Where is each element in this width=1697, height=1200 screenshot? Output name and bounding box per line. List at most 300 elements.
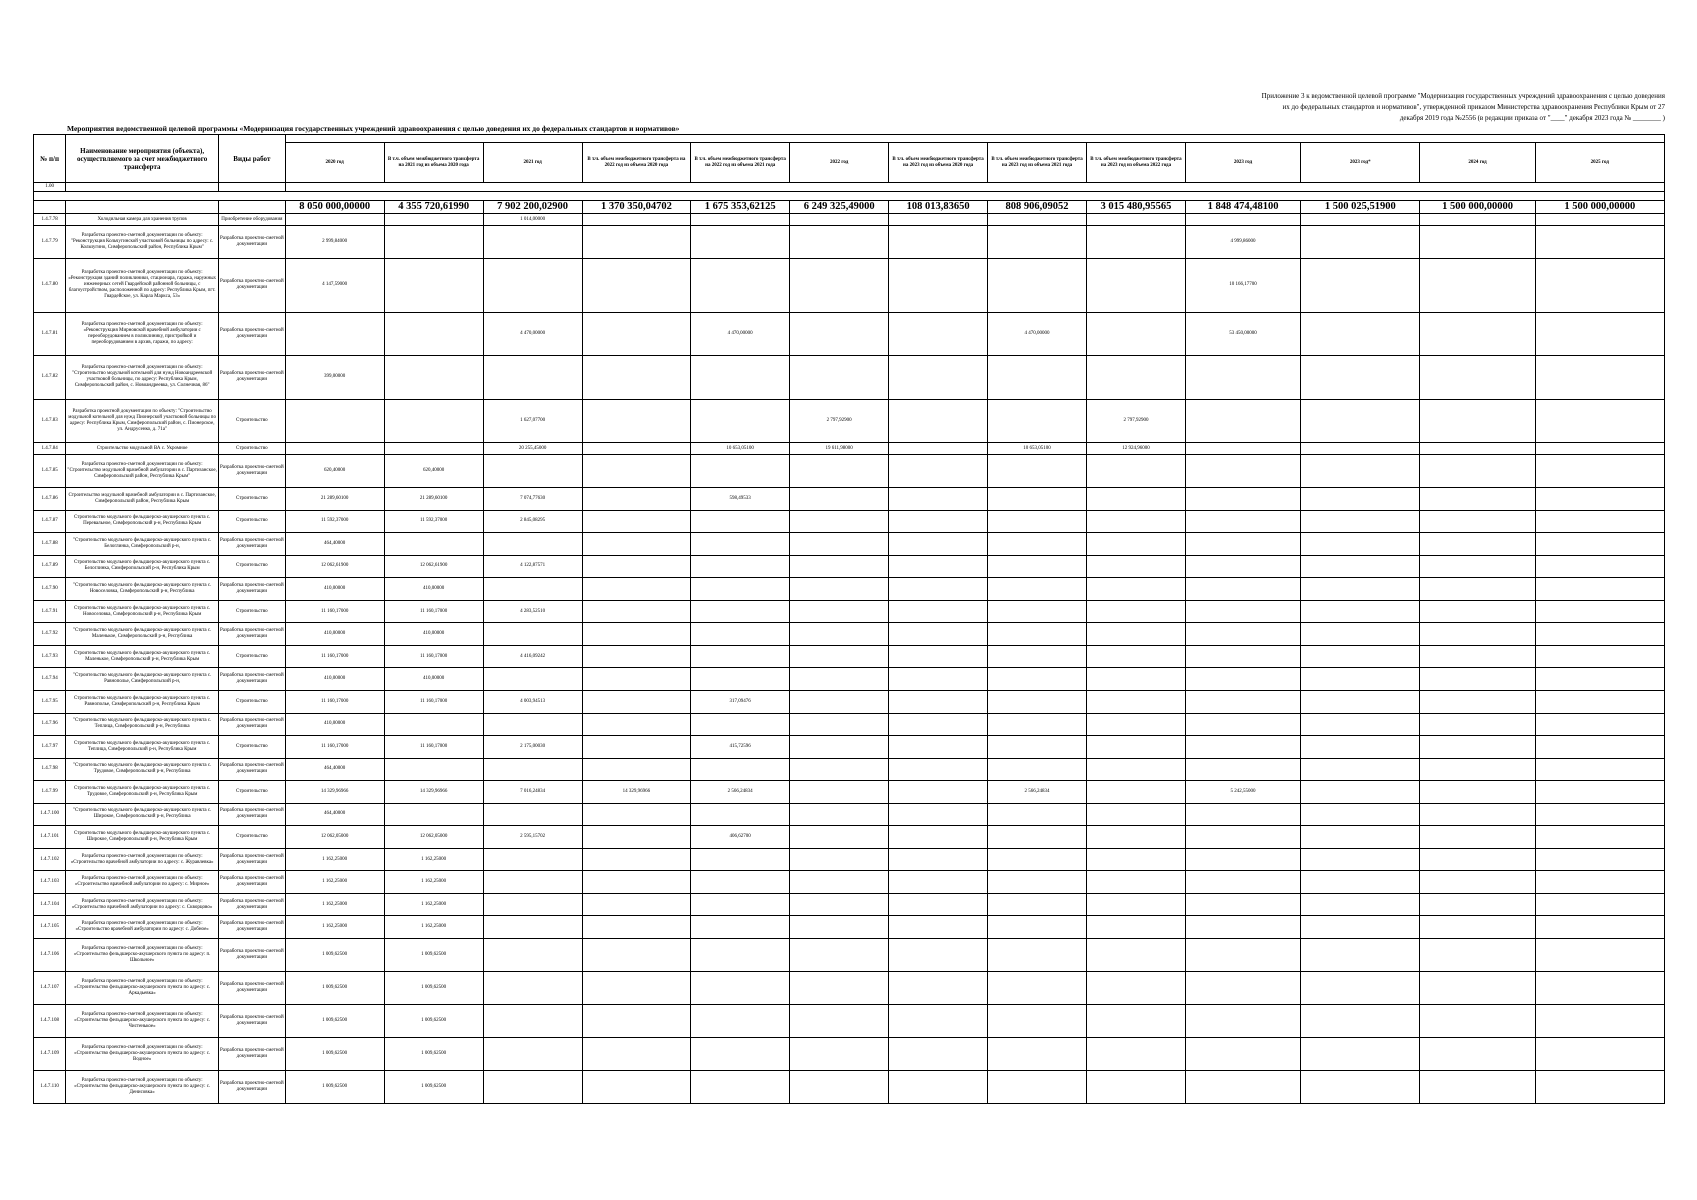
total-value-9: 1 848 474,48100 bbox=[1185, 201, 1300, 214]
row-value bbox=[691, 893, 790, 916]
row-value bbox=[1087, 226, 1186, 259]
row-value: 21 289,60100 bbox=[285, 488, 384, 511]
row-works: Строительство bbox=[219, 826, 286, 849]
row-name: Строительство модульной ВА с. Укромное bbox=[66, 442, 219, 454]
row-value: 399,00000 bbox=[285, 356, 384, 399]
row-value bbox=[889, 600, 988, 623]
row-value bbox=[691, 713, 790, 736]
row-value bbox=[988, 1037, 1087, 1070]
row-value bbox=[1420, 455, 1535, 488]
row-value bbox=[1301, 690, 1420, 713]
total-value-7: 808 906,09052 bbox=[988, 201, 1087, 214]
row-value bbox=[1087, 916, 1186, 939]
row-value bbox=[790, 803, 889, 826]
row-works: Разработка проектно-сметной документации bbox=[219, 623, 286, 646]
row-value bbox=[988, 713, 1087, 736]
row-value bbox=[988, 555, 1087, 578]
row-value bbox=[1535, 938, 1664, 971]
row-name: Разработка проектно-сметной документации по объекту: «Реконструкция Мирновской врачебной амбулатории с переоборудованием в поликлинику, пристройкой и переоборудованием в архив, гаражи, по адресу: bbox=[66, 312, 219, 355]
row-value: 410,00000 bbox=[285, 713, 384, 736]
table-row bbox=[34, 442, 1665, 454]
row-value bbox=[790, 623, 889, 646]
row-value: 2 845,08295 bbox=[483, 510, 582, 533]
row-value bbox=[889, 356, 988, 399]
row-name: Строительство модульного фельдшерско-акушерского пункта с. Перевальное, Симферопольский р-н, Республика Крым bbox=[66, 510, 219, 533]
row-value: 10 166,17700 bbox=[1185, 259, 1300, 313]
row-value bbox=[1185, 578, 1300, 601]
table-row bbox=[34, 1070, 1665, 1103]
row-value: 410,00000 bbox=[285, 623, 384, 646]
table-row bbox=[34, 893, 1665, 916]
row-value bbox=[483, 668, 582, 691]
row-value bbox=[582, 442, 691, 454]
row-value bbox=[1301, 533, 1420, 556]
row-value bbox=[1535, 781, 1664, 804]
row-works: Разработка проектно-сметной документации bbox=[219, 803, 286, 826]
row-number: 1.4.7.109 bbox=[34, 1037, 66, 1070]
row-value bbox=[889, 578, 988, 601]
row-number: 1.4.7.91 bbox=[34, 600, 66, 623]
row-value bbox=[988, 399, 1087, 442]
row-value: 410,00000 bbox=[384, 623, 483, 646]
row-value bbox=[691, 1070, 790, 1103]
table-row bbox=[34, 826, 1665, 849]
row-value bbox=[988, 803, 1087, 826]
row-value: 12 924,96000 bbox=[1087, 442, 1186, 454]
row-works: Разработка проектно-сметной документации bbox=[219, 758, 286, 781]
row-value bbox=[1301, 600, 1420, 623]
table-row bbox=[34, 259, 1665, 313]
row-value bbox=[1420, 1070, 1535, 1103]
row-value bbox=[889, 781, 988, 804]
row-number: 1.4.7.107 bbox=[34, 971, 66, 1004]
row-value bbox=[384, 758, 483, 781]
row-value bbox=[1087, 971, 1186, 1004]
row-value: 4 999,86000 bbox=[1185, 226, 1300, 259]
row-value bbox=[1420, 971, 1535, 1004]
row-value bbox=[691, 623, 790, 646]
row-value bbox=[691, 226, 790, 259]
row-works: Разработка проектно-сметной документации bbox=[219, 713, 286, 736]
row-works: Разработка проектно-сметной документации bbox=[219, 356, 286, 399]
row-value: 2 999,84000 bbox=[285, 226, 384, 259]
row-value bbox=[1185, 455, 1300, 488]
row-value bbox=[691, 1004, 790, 1037]
row-value bbox=[483, 356, 582, 399]
row-value bbox=[1185, 645, 1300, 668]
blank-row bbox=[34, 192, 1665, 201]
row-value bbox=[483, 578, 582, 601]
row-value bbox=[889, 226, 988, 259]
row-works: Разработка проектно-сметной документации bbox=[219, 533, 286, 556]
row-name: Разработка проектно-сметной документации по объекту: "Реконструкция Кольчугинской участковой больницы по адресу: с. Кольчугино, Симферопольский район, Республика Крым" bbox=[66, 226, 219, 259]
row-value: 2 797,92900 bbox=[1087, 399, 1186, 442]
row-number: 1.4.7.98 bbox=[34, 758, 66, 781]
row-value: 1 162,25000 bbox=[384, 848, 483, 871]
row-value: 1 009,62500 bbox=[384, 1037, 483, 1070]
row-value bbox=[988, 1004, 1087, 1037]
row-value bbox=[1301, 713, 1420, 736]
totals-row bbox=[34, 201, 1665, 214]
row-value bbox=[790, 455, 889, 488]
row-value bbox=[1420, 226, 1535, 259]
row-value bbox=[483, 758, 582, 781]
row-value bbox=[1301, 916, 1420, 939]
row-value bbox=[582, 312, 691, 355]
table-row bbox=[34, 668, 1665, 691]
row-value bbox=[582, 356, 691, 399]
row-works: Строительство bbox=[219, 399, 286, 442]
table-row bbox=[34, 356, 1665, 399]
row-number: 1.4.7.108 bbox=[34, 1004, 66, 1037]
appendix-line-2: их до федеральных стандартов и нормативов", утвержденной приказом Министерства здравоохранения Республики Крым от 27 bbox=[1282, 103, 1665, 111]
table-row bbox=[34, 399, 1665, 442]
row-number: 1.4.7.103 bbox=[34, 871, 66, 894]
row-value bbox=[285, 214, 384, 226]
row-value bbox=[889, 826, 988, 849]
row-works: Строительство bbox=[219, 555, 286, 578]
row-name: Строительство модульного фельдшерско-акушерского пункта с. Маленькое, Симферопольский р-н, Республика Крым bbox=[66, 645, 219, 668]
row-value bbox=[691, 214, 790, 226]
row-value bbox=[988, 645, 1087, 668]
row-value bbox=[988, 214, 1087, 226]
header-col-2: 2021 год bbox=[483, 143, 582, 183]
row-value bbox=[790, 356, 889, 399]
row-works: Строительство bbox=[219, 645, 286, 668]
table-row bbox=[34, 1037, 1665, 1070]
row-value bbox=[1301, 1070, 1420, 1103]
appendix-line-1: Приложение 3 к ведомственной целевой программе "Модернизация государственных учреждений здравоохранения с целью доведения bbox=[1261, 92, 1665, 100]
row-value bbox=[1535, 510, 1664, 533]
row-value: 12 062,05000 bbox=[285, 826, 384, 849]
row-value bbox=[691, 1037, 790, 1070]
row-value bbox=[582, 690, 691, 713]
row-number: 1.4.7.100 bbox=[34, 803, 66, 826]
row-value: 1 009,62500 bbox=[384, 1070, 483, 1103]
row-number: 1.4.7.89 bbox=[34, 555, 66, 578]
row-value bbox=[483, 848, 582, 871]
row-value: 4 470,00000 bbox=[691, 312, 790, 355]
row-value bbox=[1185, 399, 1300, 442]
row-value bbox=[790, 533, 889, 556]
row-name: Холодильная камера для хранения трупов bbox=[66, 214, 219, 226]
row-value bbox=[285, 399, 384, 442]
row-value bbox=[483, 938, 582, 971]
row-value bbox=[889, 312, 988, 355]
row-value: 415,72596 bbox=[691, 736, 790, 759]
row-value bbox=[1420, 312, 1535, 355]
row-value bbox=[1185, 533, 1300, 556]
row-value bbox=[1420, 645, 1535, 668]
total-value-5: 6 249 325,49000 bbox=[790, 201, 889, 214]
row-name: Разработка проектно-сметной документации по объекту: «Строительство врачебной амбулатории по адресу: с. Мирное» bbox=[66, 871, 219, 894]
header-col-3: В т.ч. объем межбюджетного трансферта на 2022 год из объема 2020 года bbox=[582, 143, 691, 183]
row-number: 1.4.7.79 bbox=[34, 226, 66, 259]
row-value bbox=[988, 510, 1087, 533]
table-row bbox=[34, 555, 1665, 578]
row-value: 11 160,17000 bbox=[384, 645, 483, 668]
row-value: 410,00000 bbox=[285, 578, 384, 601]
row-works: Разработка проектно-сметной документации bbox=[219, 312, 286, 355]
row-value bbox=[691, 259, 790, 313]
row-value: 620,40000 bbox=[285, 455, 384, 488]
table-row bbox=[34, 214, 1665, 226]
row-value: 2 797,92900 bbox=[790, 399, 889, 442]
row-value bbox=[582, 533, 691, 556]
row-value bbox=[691, 555, 790, 578]
row-name: Разработка проектно-сметной документации по объекту: «Строительство фельдшерско-акушерского пункта по адресу: п. Школьное» bbox=[66, 938, 219, 971]
row-value bbox=[691, 645, 790, 668]
row-value bbox=[1185, 1004, 1300, 1037]
row-value bbox=[790, 510, 889, 533]
row-value bbox=[483, 916, 582, 939]
table-row bbox=[34, 1004, 1665, 1037]
row-value bbox=[384, 356, 483, 399]
header-col-4: В т.ч. объем межбюджетного трансферта на 2022 год из объема 2021 года bbox=[691, 143, 790, 183]
row-value bbox=[1535, 690, 1664, 713]
row-value bbox=[1087, 533, 1186, 556]
row-value bbox=[582, 916, 691, 939]
row-value bbox=[1185, 510, 1300, 533]
row-value bbox=[1420, 533, 1535, 556]
row-value bbox=[1301, 781, 1420, 804]
row-number: 1.4.7.105 bbox=[34, 916, 66, 939]
row-value: 620,40000 bbox=[384, 455, 483, 488]
header-col-5: 2022 год bbox=[790, 143, 889, 183]
table-row bbox=[34, 578, 1665, 601]
total-value-8: 3 015 480,95565 bbox=[1087, 201, 1186, 214]
row-value bbox=[1535, 736, 1664, 759]
row-value bbox=[1087, 713, 1186, 736]
row-value bbox=[1087, 645, 1186, 668]
table-row bbox=[34, 510, 1665, 533]
row-value: 1 162,25000 bbox=[285, 848, 384, 871]
row-value bbox=[1301, 555, 1420, 578]
row-name: Разработка проектно-сметной документации по объекту: «Строительство фельдшерско-акушерского пункта по адресу: с. Водное» bbox=[66, 1037, 219, 1070]
row-works: Строительство bbox=[219, 488, 286, 511]
total-value-1: 4 355 720,61990 bbox=[384, 201, 483, 214]
row-value: 12 062,61900 bbox=[384, 555, 483, 578]
row-number: 1.4.7.80 bbox=[34, 259, 66, 313]
row-value bbox=[1420, 356, 1535, 399]
row-value: 464,40000 bbox=[285, 533, 384, 556]
row-value: 1 009,62500 bbox=[384, 938, 483, 971]
row-works: Строительство bbox=[219, 736, 286, 759]
row-works: Разработка проектно-сметной документации bbox=[219, 1004, 286, 1037]
row-value bbox=[1087, 668, 1186, 691]
row-value bbox=[1535, 259, 1664, 313]
row-name: "Строительство модульного фельдшерско-акушерского пункта с. Новоселовка, Симферопольский р-н, Республика bbox=[66, 578, 219, 601]
row-value bbox=[691, 938, 790, 971]
row-value bbox=[1301, 488, 1420, 511]
header-num: № п/п bbox=[34, 135, 66, 183]
row-value bbox=[1087, 1037, 1186, 1070]
row-value bbox=[384, 226, 483, 259]
row-value bbox=[1185, 916, 1300, 939]
appendix-line-3: декабря 2019 года №2556 (в редакции приказа от "____" декабря 2023 года № ________ ) bbox=[1399, 114, 1665, 122]
row-name: Строительство модульного фельдшерско-акушерского пункта с. Равнополье, Симферопольский р-н, Республика Крым bbox=[66, 690, 219, 713]
row-number: 1.4.7.104 bbox=[34, 893, 66, 916]
row-value bbox=[988, 226, 1087, 259]
table-row bbox=[34, 455, 1665, 488]
row-name: "Строительство модульного фельдшерско-акушерского пункта с. Белоглинка, Симферопольский р-н, bbox=[66, 533, 219, 556]
row-value bbox=[384, 442, 483, 454]
row-number: 1.4.7.82 bbox=[34, 356, 66, 399]
row-value bbox=[889, 488, 988, 511]
row-value bbox=[582, 803, 691, 826]
row-value bbox=[988, 848, 1087, 871]
table-row bbox=[34, 848, 1665, 871]
row-value bbox=[988, 623, 1087, 646]
row-value bbox=[1087, 555, 1186, 578]
appendix-note bbox=[1145, 91, 1665, 124]
row-value bbox=[1087, 488, 1186, 511]
row-value bbox=[790, 259, 889, 313]
row-value bbox=[483, 226, 582, 259]
row-value: 14 329,96966 bbox=[582, 781, 691, 804]
row-value bbox=[582, 455, 691, 488]
row-value bbox=[1535, 442, 1664, 454]
row-value bbox=[1420, 510, 1535, 533]
row-value bbox=[1087, 803, 1186, 826]
row-value bbox=[1301, 758, 1420, 781]
row-value bbox=[1185, 1070, 1300, 1103]
row-value bbox=[988, 938, 1087, 971]
row-value bbox=[988, 916, 1087, 939]
row-value bbox=[483, 455, 582, 488]
row-value bbox=[483, 533, 582, 556]
row-name: "Строительство модульного фельдшерско-акушерского пункта с. Равнополье, Симферопольский р-н, bbox=[66, 668, 219, 691]
row-value bbox=[790, 555, 889, 578]
row-value bbox=[1087, 623, 1186, 646]
row-value bbox=[582, 488, 691, 511]
row-number: 1.4.7.92 bbox=[34, 623, 66, 646]
row-value bbox=[988, 488, 1087, 511]
row-value bbox=[988, 578, 1087, 601]
row-value bbox=[691, 758, 790, 781]
row-name: Разработка проектно-сметной документации по объекту: «Строительство врачебной амбулатории по адресу: с. Журавлевка» bbox=[66, 848, 219, 871]
row-value bbox=[1185, 668, 1300, 691]
row-name: Разработка проектной документации по объекту: "Строительство модульной котельной для нужд Пионерской участковой больницы по адресу: Республика Крым, Симферопольский район, с. Пионерское, ул. Андрусенко, д. 71а" bbox=[66, 399, 219, 442]
row-works: Разработка проектно-сметной документации bbox=[219, 578, 286, 601]
row-value bbox=[582, 1004, 691, 1037]
row-value bbox=[1535, 214, 1664, 226]
row-value: 1 009,62500 bbox=[285, 1037, 384, 1070]
row-value bbox=[1420, 803, 1535, 826]
header-col-0: 2020 год bbox=[285, 143, 384, 183]
row-value: 11 160,17000 bbox=[285, 600, 384, 623]
row-value bbox=[1420, 713, 1535, 736]
row-number: 1.4.7.83 bbox=[34, 399, 66, 442]
row-value bbox=[1535, 668, 1664, 691]
row-value bbox=[1301, 1004, 1420, 1037]
row-value bbox=[988, 1070, 1087, 1103]
section-row bbox=[34, 183, 1665, 192]
row-value: 1 162,25000 bbox=[384, 893, 483, 916]
row-value bbox=[988, 971, 1087, 1004]
row-number: 1.4.7.94 bbox=[34, 668, 66, 691]
row-value bbox=[1420, 668, 1535, 691]
total-value-3: 1 370 350,04702 bbox=[582, 201, 691, 214]
row-value bbox=[582, 848, 691, 871]
row-value bbox=[1535, 578, 1664, 601]
row-value bbox=[1087, 871, 1186, 894]
row-value bbox=[582, 623, 691, 646]
row-works: Разработка проектно-сметной документации bbox=[219, 1037, 286, 1070]
row-number: 1.4.7.86 bbox=[34, 488, 66, 511]
row-works: Разработка проектно-сметной документации bbox=[219, 916, 286, 939]
header-col-10: 2023 год* bbox=[1301, 143, 1420, 183]
row-value bbox=[384, 259, 483, 313]
row-value: 1 162,25000 bbox=[285, 893, 384, 916]
row-value: 1 009,62500 bbox=[384, 1004, 483, 1037]
row-value bbox=[790, 690, 889, 713]
row-value: 1 009,62500 bbox=[285, 971, 384, 1004]
row-value bbox=[1087, 826, 1186, 849]
row-works: Разработка проектно-сметной документации bbox=[219, 893, 286, 916]
table-row bbox=[34, 781, 1665, 804]
row-value: 1 009,62500 bbox=[384, 971, 483, 1004]
row-value bbox=[790, 916, 889, 939]
row-value bbox=[691, 871, 790, 894]
row-value: 12 062,05000 bbox=[384, 826, 483, 849]
row-value bbox=[1301, 455, 1420, 488]
row-value bbox=[790, 600, 889, 623]
row-value bbox=[1301, 848, 1420, 871]
row-works: Разработка проектно-сметной документации bbox=[219, 971, 286, 1004]
row-number: 1.4.7.81 bbox=[34, 312, 66, 355]
row-value bbox=[1535, 803, 1664, 826]
row-value bbox=[582, 259, 691, 313]
row-value bbox=[384, 312, 483, 355]
row-value bbox=[1301, 971, 1420, 1004]
row-value bbox=[1301, 736, 1420, 759]
row-value bbox=[790, 312, 889, 355]
row-value bbox=[790, 1037, 889, 1070]
table-row bbox=[34, 312, 1665, 355]
row-value bbox=[889, 758, 988, 781]
total-value-11: 1 500 000,00000 bbox=[1420, 201, 1535, 214]
row-value: 1 009,62500 bbox=[285, 938, 384, 971]
table-row bbox=[34, 713, 1665, 736]
row-value bbox=[1420, 781, 1535, 804]
row-works: Разработка проектно-сметной документации bbox=[219, 455, 286, 488]
row-value: 11 592,37000 bbox=[285, 510, 384, 533]
row-value bbox=[285, 312, 384, 355]
row-value: 598,49533 bbox=[691, 488, 790, 511]
row-value bbox=[1087, 690, 1186, 713]
row-name: Разработка проектно-сметной документации по объекту: «Строительство врачебной амбулатории по адресу: с. Скворцово» bbox=[66, 893, 219, 916]
row-value bbox=[1185, 893, 1300, 916]
row-value bbox=[1185, 713, 1300, 736]
row-value bbox=[1185, 488, 1300, 511]
row-value: 5 242,55000 bbox=[1185, 781, 1300, 804]
row-number: 1.4.7.101 bbox=[34, 826, 66, 849]
row-value: 1 009,62500 bbox=[285, 1070, 384, 1103]
row-value bbox=[988, 533, 1087, 556]
row-value bbox=[790, 826, 889, 849]
row-value bbox=[1420, 826, 1535, 849]
row-value bbox=[1185, 938, 1300, 971]
row-value bbox=[1420, 1004, 1535, 1037]
header-name: Наименование мероприятия (объекта), осуществляемого за счет межбюджетного трансферта bbox=[66, 135, 219, 183]
row-value bbox=[889, 871, 988, 894]
program-table bbox=[33, 134, 1665, 1104]
row-value bbox=[1420, 871, 1535, 894]
row-number: 1.4.7.97 bbox=[34, 736, 66, 759]
row-value bbox=[790, 668, 889, 691]
row-value: 464,40000 bbox=[285, 803, 384, 826]
